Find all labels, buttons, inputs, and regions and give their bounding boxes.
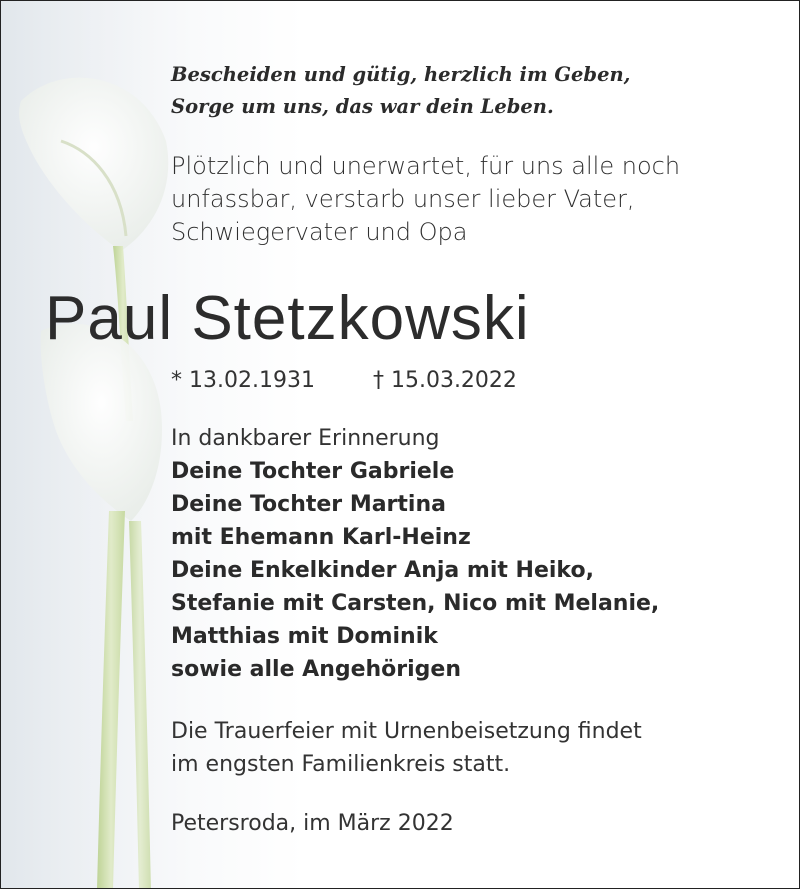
birth-date: * 13.02.1931	[171, 368, 315, 393]
place-and-date: Petersroda, im März 2022	[171, 811, 454, 836]
mourner-line: mit Ehemann Karl-Heinz	[171, 525, 471, 550]
remembrance-line: In dankbarer Erinnerung	[171, 426, 440, 451]
announcement-line: unfassbar, verstarb unser lieber Vater,	[171, 185, 635, 213]
mourner-line: Stefanie mit Carsten, Nico mit Melanie,	[171, 591, 660, 616]
mourner-line: Deine Enkelkinder Anja mit Heiko,	[171, 558, 594, 583]
mourners-list	[171, 455, 659, 686]
death-date: † 15.03.2022	[372, 368, 517, 393]
funeral-info	[171, 715, 642, 781]
mourner-line: Deine Tochter Martina	[171, 492, 446, 517]
mourner-line: Matthias mit Dominik	[171, 624, 438, 649]
deceased-name: Paul Stetzkowski	[45, 284, 530, 353]
life-dates	[171, 365, 517, 397]
announcement-line: Plötzlich und unerwartet, für uns alle noch	[171, 152, 681, 180]
motto-verse	[171, 59, 630, 123]
announcement-line: Schwiegervater und Opa	[171, 218, 468, 246]
funeral-info-line: im engsten Familienkreis statt.	[171, 752, 511, 777]
mourner-line: sowie alle Angehörigen	[171, 657, 462, 682]
motto-line: Bescheiden und gütig, herzlich im Geben,	[171, 63, 631, 86]
death-announcement	[171, 150, 680, 249]
funeral-info-line: Die Trauerfeier mit Urnenbeisetzung findet	[171, 719, 642, 744]
motto-line: Sorge um uns, das war dein Leben.	[171, 95, 554, 118]
mourner-line: Deine Tochter Gabriele	[171, 459, 455, 484]
